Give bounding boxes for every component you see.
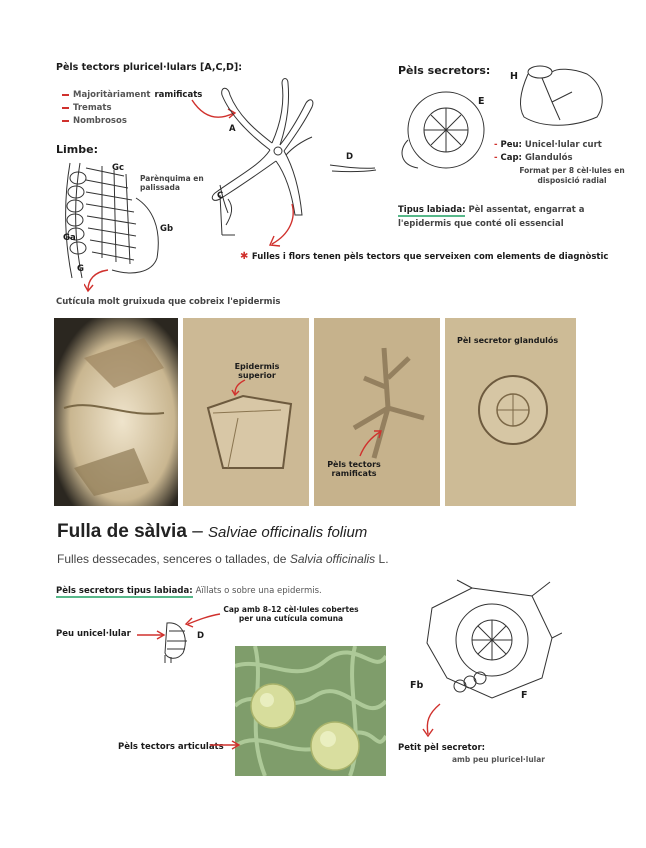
- cap-note: Cap amb 8-12 cèl·lules cobertes per una cutícula comuna: [223, 605, 359, 623]
- figure-label-C: C: [217, 191, 224, 201]
- labiada-text: Pèl assentat, engarrat a l'epidermis que conté oli essencial: [398, 205, 585, 229]
- parenchyma-note: Parènquima en palissada: [140, 174, 204, 192]
- figure-label-D: D: [346, 152, 354, 162]
- peu-row: - Peu: Unicel·lular curt: [494, 140, 602, 150]
- secretor-side-drawing: [512, 62, 612, 132]
- trichome-bullets: [62, 88, 202, 127]
- bullet-dash: [62, 107, 69, 109]
- page-subtitle: [57, 552, 389, 566]
- labiada-label: Tipus labiada:: [398, 205, 466, 215]
- micrograph-4: [445, 318, 576, 506]
- photo-label-tectors: Pèls tectors ramificats: [327, 460, 381, 478]
- secretor-label-H: H: [510, 71, 518, 82]
- title-dash: –: [192, 521, 203, 542]
- bullet-text: Tremats: [73, 102, 112, 113]
- flowers-note-text: Fulles i flors tenen pèls tectors que serveixen com elements de diagnòstic: [251, 252, 609, 262]
- micrograph-1-image: [54, 318, 178, 506]
- bullet-item: [62, 101, 202, 114]
- small-secretor-drawing: [412, 578, 562, 713]
- petit-sub: amb peu pluricel·lular: [452, 755, 546, 764]
- bullet-text: Majoritàriament: [73, 89, 151, 100]
- red-arrow: [231, 378, 251, 398]
- cuticle-note: Cutícula molt gruixuda que cobreix l'epidermis: [56, 297, 281, 307]
- bullet-dash: [62, 94, 69, 96]
- subtitle-species: Salvia officinalis: [289, 552, 376, 566]
- subtitle-post: L.: [378, 552, 389, 566]
- bullet-note: ramificats: [154, 89, 203, 100]
- labiada-heading: [56, 586, 322, 596]
- red-arrow: [135, 628, 167, 642]
- bullet-text: Nombrosos: [73, 115, 127, 126]
- labiada-block: [398, 203, 638, 231]
- articulats-note: Pèls tectors articulats: [118, 742, 224, 752]
- micrograph-1: [54, 318, 178, 506]
- micrograph-2: [183, 318, 309, 506]
- secretor-label-E: E: [478, 96, 485, 107]
- trichomes-heading: Pèls tectors pluricel·lulars [A,C,D]:: [56, 62, 243, 73]
- secretors-heading: Pèls secretors:: [398, 64, 491, 77]
- figure-label-A: A: [229, 124, 236, 134]
- flowers-note: ✱ Fulles i flors tenen pèls tectors que serveixen com elements de diagnòstic: [240, 251, 609, 262]
- red-arrow: [356, 428, 386, 458]
- salvia-label-Fb: Fb: [410, 680, 424, 691]
- title-main: Fulla de sàlvia: [57, 521, 187, 542]
- labiada-heading-rest: Aïllats o sobre una epidermis.: [195, 586, 322, 596]
- red-arrow: [418, 700, 448, 740]
- red-arrow: [260, 200, 300, 250]
- bullet-item: [62, 88, 202, 101]
- micrograph-2-image: [183, 318, 309, 506]
- labiada-heading-strong: Pèls secretors tipus labiada:: [56, 586, 193, 596]
- bullet-item: [62, 114, 202, 127]
- petit-note: Petit pèl secretor:: [398, 743, 486, 753]
- limbe-label-Gb: Gb: [160, 224, 174, 234]
- red-arrow: [84, 268, 114, 294]
- format-note: Format per 8 cèl·lules en disposició radial: [519, 166, 625, 185]
- limbe-heading: Limbe:: [56, 143, 98, 156]
- micrograph-3: [314, 318, 440, 506]
- page-title: [57, 521, 367, 543]
- subtitle-pre: Fulles dessecades, senceres o tallades, de: [57, 552, 287, 566]
- peu-note: Peu unicel·lular: [56, 629, 131, 639]
- red-arrow: [208, 738, 242, 752]
- photo-label-glandular: Pèl secretor glandulós: [457, 336, 559, 345]
- micrograph-4-image: [445, 318, 576, 506]
- peu-value: Unicel·lular curt: [524, 140, 602, 150]
- limbe-label-G: G: [77, 264, 84, 274]
- title-latin: Salviae officinalis folium: [208, 524, 368, 541]
- sem-image: [235, 646, 386, 776]
- salvia-label-F: F: [521, 690, 528, 701]
- limbe-label-Ga: Ga: [63, 233, 76, 243]
- peu-label: Peu:: [500, 140, 522, 150]
- sem-image-render: [235, 646, 386, 776]
- photo-label-epidermis: Epidermis superior: [234, 362, 280, 380]
- cap-label: Cap:: [500, 153, 522, 163]
- salvia-label-D: D: [197, 631, 205, 641]
- limbe-label-Gc: Gc: [112, 163, 125, 173]
- bullet-dash: [62, 120, 69, 122]
- secretor-top-drawing: [398, 80, 508, 170]
- cap-value: Glandulós: [524, 153, 573, 163]
- cap-row: - Cap: Glandulós: [494, 153, 573, 163]
